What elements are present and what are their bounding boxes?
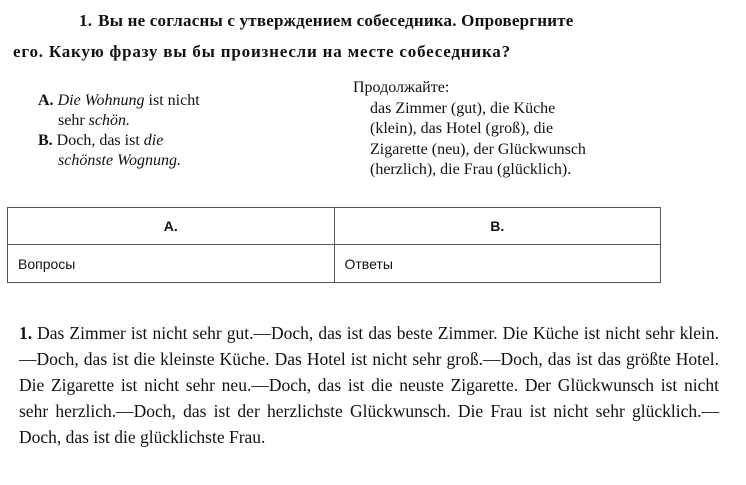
example-a-line-2	[38, 111, 288, 131]
task-line-1	[79, 11, 739, 31]
example-b-line-2	[38, 151, 288, 171]
example-a-word-2: Wohnung	[84, 92, 145, 109]
continue-line: Zigarette (neu), der Glückwunsch	[370, 140, 586, 158]
example-dialog	[38, 91, 288, 171]
example-a-label: A.	[38, 92, 54, 109]
example-b-label: B.	[38, 132, 53, 149]
column-header-b: B.	[334, 208, 661, 245]
answer-paragraph	[19, 320, 719, 450]
example-b-word-1: Doch, das ist	[56, 132, 140, 149]
example-b-word-3: schönste Wognung.	[58, 152, 181, 169]
continue-block	[353, 78, 653, 181]
cell-questions: Вопросы	[8, 245, 335, 283]
continue-heading: Продолжайте:	[353, 79, 450, 96]
task-text-line-1: Вы не согласны с утверждением собеседника. Опровергните	[98, 11, 574, 30]
example-b-line-1	[38, 131, 288, 151]
continue-line: (herzlich), die Frau (glücklich).	[370, 161, 572, 178]
continue-line: (klein), das Hotel (groß), die	[370, 120, 554, 137]
example-a-line-1	[38, 91, 288, 111]
continue-line: das Zimmer (gut), die Küche	[370, 99, 556, 117]
continue-words	[353, 99, 653, 181]
example-a-word-5: schön.	[88, 112, 130, 129]
cell-answers: Ответы	[334, 245, 661, 283]
task-text-line-2: его. Какую фразу вы бы произнесли на месте собеседника?	[13, 42, 511, 61]
qa-table-header	[8, 208, 661, 245]
example-a-word-4: sehr	[58, 112, 85, 129]
task-number: 1.	[79, 11, 93, 30]
qa-table	[7, 207, 661, 283]
example-a-word-1: Die	[57, 92, 81, 109]
answer-number: 1.	[19, 323, 33, 343]
column-header-a: A.	[8, 208, 335, 245]
example-b-word-2: die	[143, 132, 164, 149]
qa-table-row	[8, 245, 661, 283]
example-a-word-3: ist nicht	[148, 92, 200, 109]
answer-text: Das Zimmer ist nicht sehr gut.—Doch, das ist das beste Zimmer. Die Küche ist nicht sehr klein.—Doch, das ist die kleinste Küche. Das Hotel ist nicht sehr groß.—Doch, das ist das größte Hotel. Die Zigarette ist nicht sehr neu.—Doch, das ist die neuste Zigarette. Der Glückwunsch ist nicht sehr herzlich.—Doch, das ist der herzlichste Glückwunsch. Die Frau ist nicht sehr glücklich.—Doch, das ist die glücklichste Frau.	[19, 323, 719, 447]
